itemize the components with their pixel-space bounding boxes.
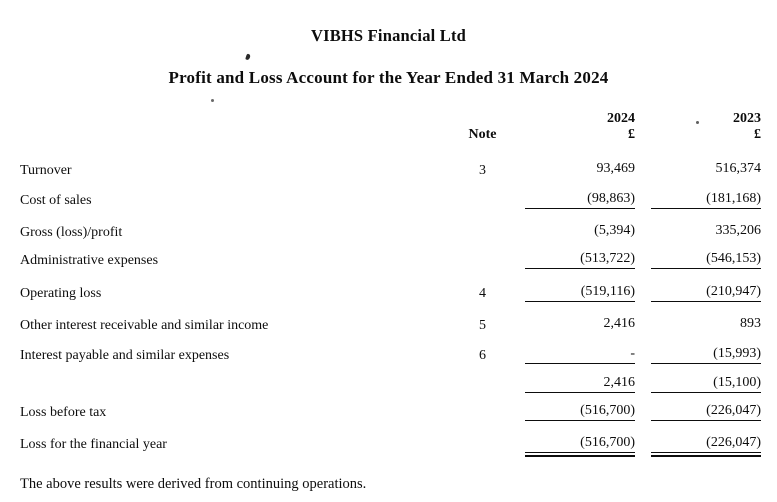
row-note: 6 (479, 348, 486, 363)
currency-symbol-2023: £ (754, 127, 761, 142)
table-row (20, 284, 761, 302)
value-2024: (98,863) (525, 191, 635, 209)
scan-artifact (211, 99, 214, 102)
table-row (20, 251, 761, 269)
row-note: 3 (479, 163, 486, 178)
column-header-2023: 2023 (733, 111, 761, 126)
currency-symbol-2024: £ (628, 127, 635, 142)
table-row (20, 403, 761, 421)
value-2024: (516,700) (525, 435, 635, 453)
value-2023: (210,947) (651, 284, 761, 302)
column-header-2024: 2024 (607, 111, 635, 126)
value-2024: - (525, 346, 635, 364)
value-2024: (519,116) (525, 284, 635, 302)
value-2023: (181,168) (651, 191, 761, 209)
row-label: Loss before tax (20, 405, 107, 420)
row-label: Administrative expenses (20, 253, 159, 268)
company-title: VIBHS Financial Ltd (310, 26, 467, 45)
scan-artifact (245, 54, 251, 61)
row-label: Operating loss (20, 286, 102, 301)
currency-header-row (20, 127, 761, 143)
value-2023: (546,153) (651, 251, 761, 269)
row-label: Interest payable and similar expenses (20, 348, 230, 363)
table-row (20, 346, 761, 364)
row-label: Turnover (20, 163, 72, 178)
value-2024: (516,700) (525, 403, 635, 421)
row-label: Gross (loss)/profit (20, 225, 123, 240)
column-header-note: Note (468, 127, 497, 142)
value-2023: (226,047) (651, 403, 761, 421)
value-2024: (513,722) (525, 251, 635, 269)
value-2023: (15,993) (651, 346, 761, 364)
value-2024: 2,416 (603, 316, 635, 331)
row-label: Other interest receivable and similar income (20, 318, 269, 333)
statement-title: Profit and Loss Account for the Year Ended 31 March 2024 (168, 68, 609, 87)
value-2023: 516,374 (715, 161, 761, 176)
value-2023: 893 (740, 316, 761, 331)
row-label: Cost of sales (20, 193, 92, 208)
value-2024: (5,394) (594, 223, 635, 238)
table-row (20, 161, 761, 179)
year-header-row (20, 111, 761, 127)
table-row (20, 435, 761, 453)
value-2024: 2,416 (525, 375, 635, 393)
footer-note: The above results were derived from continuing operations. (20, 476, 367, 492)
value-2023: (15,100) (651, 375, 761, 393)
row-label: Loss for the financial year (20, 437, 167, 452)
table-row (20, 316, 761, 334)
value-2023: 335,206 (715, 223, 761, 238)
value-2024: 93,469 (596, 161, 635, 176)
row-note: 4 (479, 286, 486, 301)
table-row (20, 223, 761, 241)
table-row (20, 375, 761, 393)
value-2023: (226,047) (651, 435, 761, 453)
table-row (20, 191, 761, 209)
row-note: 5 (479, 318, 486, 333)
